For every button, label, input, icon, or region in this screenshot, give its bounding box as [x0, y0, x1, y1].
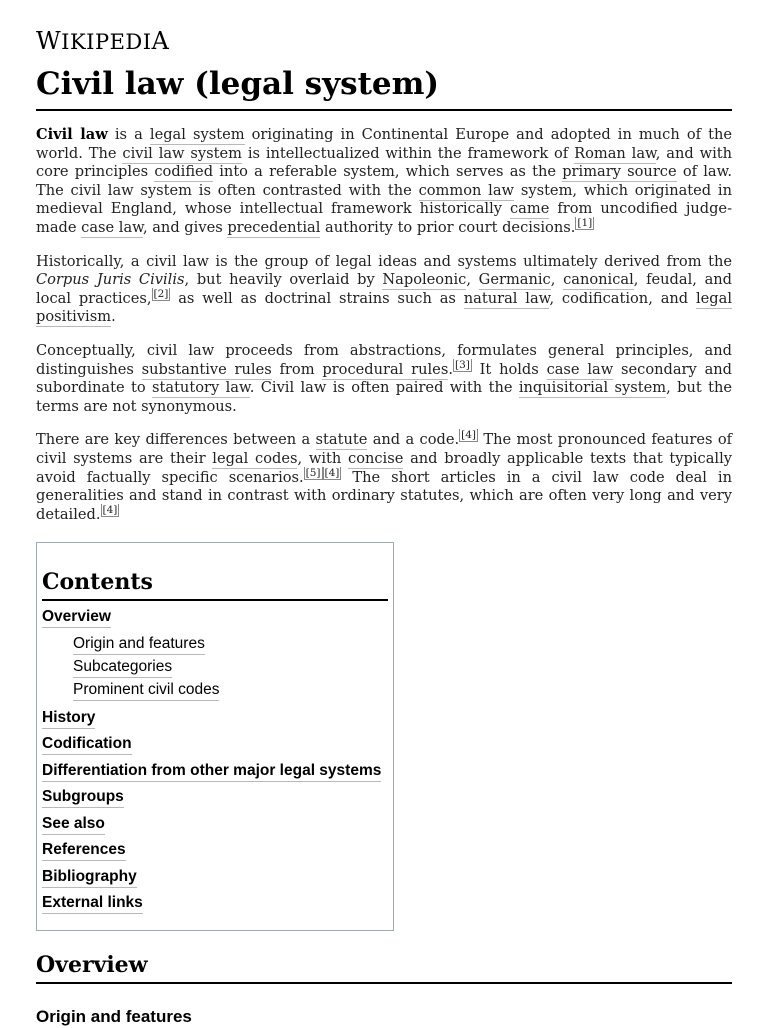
text: Historically, a civil law is the group of legal ideas and systems ultimately derived from the [36, 252, 732, 270]
text: . [111, 308, 116, 326]
link-civil-law-system[interactable]: civil law system [122, 144, 242, 162]
link-case-law[interactable]: case law [81, 218, 143, 236]
wordmark-initial: W [36, 27, 62, 55]
reference-1[interactable]: [1] [577, 217, 593, 230]
intro-paragraph-3 [36, 342, 732, 416]
toc-item-references[interactable]: References [42, 840, 126, 861]
link-napoleonic[interactable]: Napoleonic [382, 271, 467, 289]
text: from uncodified judge-made [36, 200, 733, 236]
intro-paragraph-4 [36, 431, 732, 524]
text: originating in Continental Europe and adopted in much of the world. The [36, 126, 732, 162]
text: There are key differences between a [36, 431, 316, 449]
link-common-law[interactable]: common law [418, 181, 515, 199]
page-title: Civil law (legal system) [36, 65, 732, 111]
text: The most pronounced features of civil systems are their [36, 431, 733, 467]
link-concise[interactable]: concise [348, 449, 404, 467]
text: , and with core principles [36, 144, 733, 181]
link-statutory-law[interactable]: statutory law [152, 379, 250, 397]
text: , but the terms are not synonymous. [36, 379, 732, 415]
text: is a [107, 126, 150, 143]
text: , feudal, and local practices, [36, 271, 733, 307]
link-legal-positivism[interactable]: legal positivism [36, 289, 732, 326]
link-case-law-2[interactable]: case law [546, 360, 614, 378]
subsection-heading-origin-and-features: Origin and features [36, 1006, 192, 1026]
reference-4[interactable]: [4] [461, 429, 476, 442]
link-canonical[interactable]: canonical [563, 271, 634, 289]
wordmark-final: A [151, 27, 170, 55]
text: system, which originated in medieval England, whose intellectual framework historically [36, 181, 732, 218]
text: secondary and subordinate to [36, 360, 733, 397]
text: into a referable system, which serves as the [213, 163, 563, 181]
text: . Civil law is often paired with the [249, 379, 519, 397]
text: , and gives [142, 218, 228, 236]
intro-paragraph-1 [36, 126, 732, 238]
text: . [448, 360, 453, 378]
text: , [550, 271, 564, 289]
toc-item-origin-and-features[interactable]: Origin and features [73, 634, 205, 655]
wordmark-middle: IKIPEDI [61, 30, 152, 54]
text: of law. The civil law system is often contrasted with the [36, 163, 732, 199]
toc-title: Contents [42, 569, 388, 601]
text: , [466, 271, 479, 289]
text: and a code. [367, 431, 460, 449]
toc-item-bibliography[interactable]: Bibliography [42, 867, 137, 888]
wikipedia-wordmark[interactable] [36, 28, 732, 55]
toc-item-overview[interactable]: Overview [42, 607, 111, 628]
toc-item-see-also[interactable]: See also [42, 814, 105, 835]
link-legal-codes[interactable]: legal codes [212, 449, 298, 467]
link-natural-law[interactable]: natural law [463, 289, 550, 307]
toc-item-external-links[interactable]: External links [42, 893, 143, 914]
article-page [36, 28, 732, 1028]
link-primary-source[interactable]: primary source [562, 163, 677, 181]
reference-4[interactable]: [4] [324, 466, 340, 479]
link-procedural-rules[interactable]: procedural rules [322, 360, 449, 378]
text: authority to prior court decisions. [320, 218, 576, 236]
intro-paragraph-2 [36, 253, 732, 327]
link-inquisitorial-system[interactable]: inquisitorial system [518, 379, 667, 397]
text: and broadly applicable texts that typically avoid factually specific scenarios. [36, 449, 732, 486]
toc-item-subcategories[interactable]: Subcategories [73, 657, 172, 678]
link-codified[interactable]: codified [154, 163, 214, 181]
link-substantive-rules[interactable]: substantive rules [141, 360, 272, 378]
link-roman-law[interactable]: Roman law [574, 144, 656, 162]
reference-2[interactable]: [2] [153, 287, 169, 300]
link-came[interactable]: came [509, 200, 550, 218]
toc-item-prominent-civil-codes[interactable]: Prominent civil codes [73, 680, 219, 701]
text: , but heavily overlaid by [184, 271, 383, 289]
reference-3[interactable]: [3] [454, 358, 470, 371]
toc-item-differentiation[interactable]: Differentiation from other major legal systems [42, 761, 381, 782]
section-heading-overview: Overview [36, 951, 732, 984]
corpus-juris-civilis: Corpus Juris Civilis [36, 271, 185, 289]
text: It holds [471, 360, 547, 378]
reference-5[interactable]: [5] [305, 466, 321, 479]
toc-item-subgroups[interactable]: Subgroups [42, 787, 124, 808]
link-legal-system[interactable]: legal system [149, 126, 245, 143]
text: Conceptually, civil law proceeds from abstractions, formulates general principles, and distinguishes [36, 341, 732, 378]
toc-item-codification[interactable]: Codification [42, 734, 132, 755]
table-of-contents [36, 542, 394, 931]
text: The short articles in a civil law code deal in generalities and stand in contrast with ordinary statutes, which are often very long and very detailed. [36, 468, 732, 523]
reference-4[interactable]: [4] [102, 503, 118, 516]
text: , codification, and [549, 289, 696, 307]
text: , with [297, 449, 349, 467]
lead-term: Civil law [36, 126, 108, 143]
text: is intellectualized within the framework of [241, 144, 575, 162]
text: as well as doctrinal strains such as [170, 289, 464, 307]
link-statute[interactable]: statute [315, 431, 368, 449]
link-germanic[interactable]: Germanic [478, 271, 551, 289]
link-precedential[interactable]: precedential [227, 218, 321, 236]
text: from [271, 360, 323, 378]
toc-item-history[interactable]: History [42, 708, 95, 729]
